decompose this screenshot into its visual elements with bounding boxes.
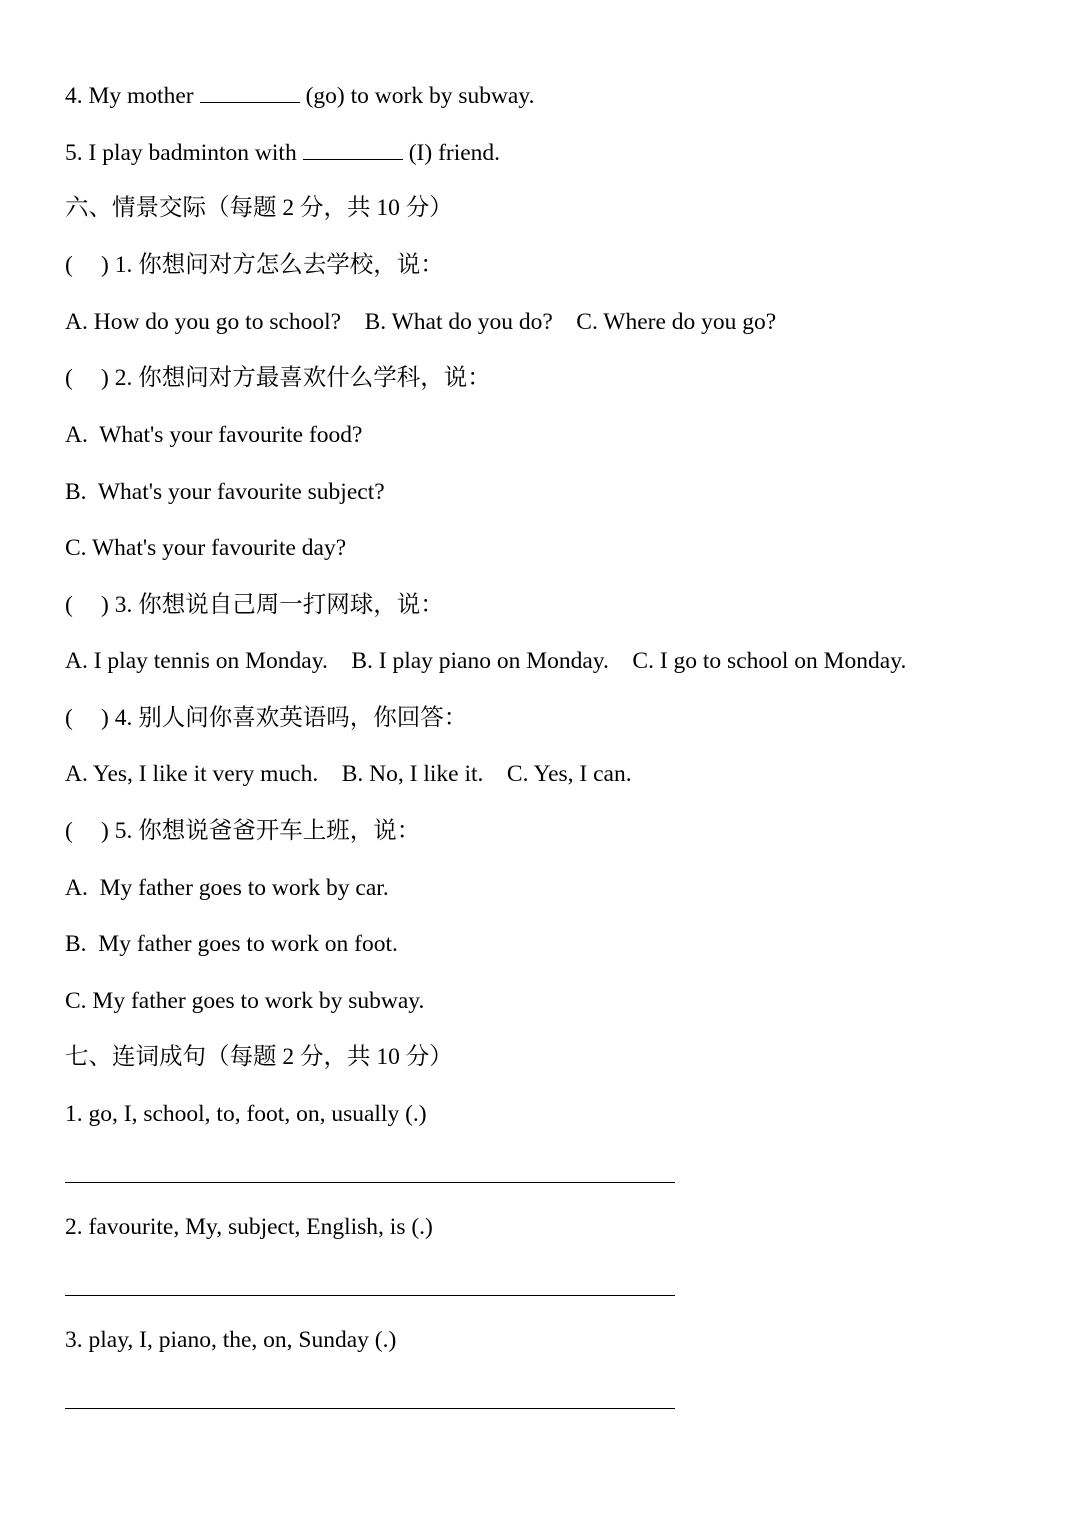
question-text: ) 2. 你想问对方最喜欢什么学科，说：: [101, 365, 491, 391]
question-text: ) 3. 你想说自己周一打网球，说：: [101, 592, 444, 618]
answer-paren[interactable]: (: [65, 365, 73, 391]
question-2-option-a: A. What's your favourite food?: [65, 422, 363, 448]
fill-item-5: [65, 137, 500, 168]
answer-line-1[interactable]: [65, 1182, 675, 1183]
sentence-item-2: 2. favourite, My, subject, English, is (.): [65, 1214, 433, 1240]
question-1: [65, 250, 444, 280]
answer-blank[interactable]: [303, 137, 403, 160]
answer-line-3[interactable]: [65, 1408, 675, 1409]
question-2-option-c: C. What's your favourite day?: [65, 535, 347, 561]
fill-item-text: 5. I play badminton with: [65, 140, 297, 166]
question-text: ) 5. 你想说爸爸开车上班，说：: [101, 818, 421, 844]
question-text: ) 4. 别人问你喜欢英语吗，你回答：: [101, 705, 468, 731]
answer-paren[interactable]: (: [65, 818, 73, 844]
fill-item-text: (I) friend.: [408, 140, 501, 166]
question-4-options: A. Yes, I like it very much. B. No, I like it. C. Yes, I can.: [65, 761, 632, 787]
question-5-option-b: B. My father goes to work on foot.: [65, 931, 398, 957]
section6-heading: 六、情景交际（每题 2 分，共 10 分）: [65, 195, 453, 221]
fill-item-text: (go) to work by subway.: [305, 83, 535, 109]
question-3: [65, 590, 444, 620]
question-5-option-c: C. My father goes to work by subway.: [65, 988, 425, 1014]
fill-item-4: [65, 80, 534, 111]
fill-item-text: 4. My mother: [65, 83, 194, 109]
section7-heading: 七、连词成句（每题 2 分，共 10 分）: [65, 1044, 453, 1070]
question-5-option-a: A. My father goes to work by car.: [65, 875, 389, 901]
answer-line-2[interactable]: [65, 1295, 675, 1296]
answer-paren[interactable]: (: [65, 252, 73, 278]
answer-paren[interactable]: (: [65, 705, 73, 731]
question-4: [65, 703, 467, 733]
question-text: ) 1. 你想问对方怎么去学校，说：: [101, 252, 444, 278]
sentence-item-1: 1. go, I, school, to, foot, on, usually (.): [65, 1101, 427, 1127]
question-3-options: A. I play tennis on Monday. B. I play piano on Monday. C. I go to school on Monday.: [65, 648, 907, 674]
question-5: [65, 816, 420, 846]
question-2-option-b: B. What's your favourite subject?: [65, 479, 385, 505]
question-1-options: A. How do you go to school? B. What do you do? C. Where do you go?: [65, 309, 777, 335]
answer-blank[interactable]: [200, 80, 300, 103]
answer-paren[interactable]: (: [65, 592, 73, 618]
question-2: [65, 363, 491, 393]
sentence-item-3: 3. play, I, piano, the, on, Sunday (.): [65, 1327, 397, 1353]
